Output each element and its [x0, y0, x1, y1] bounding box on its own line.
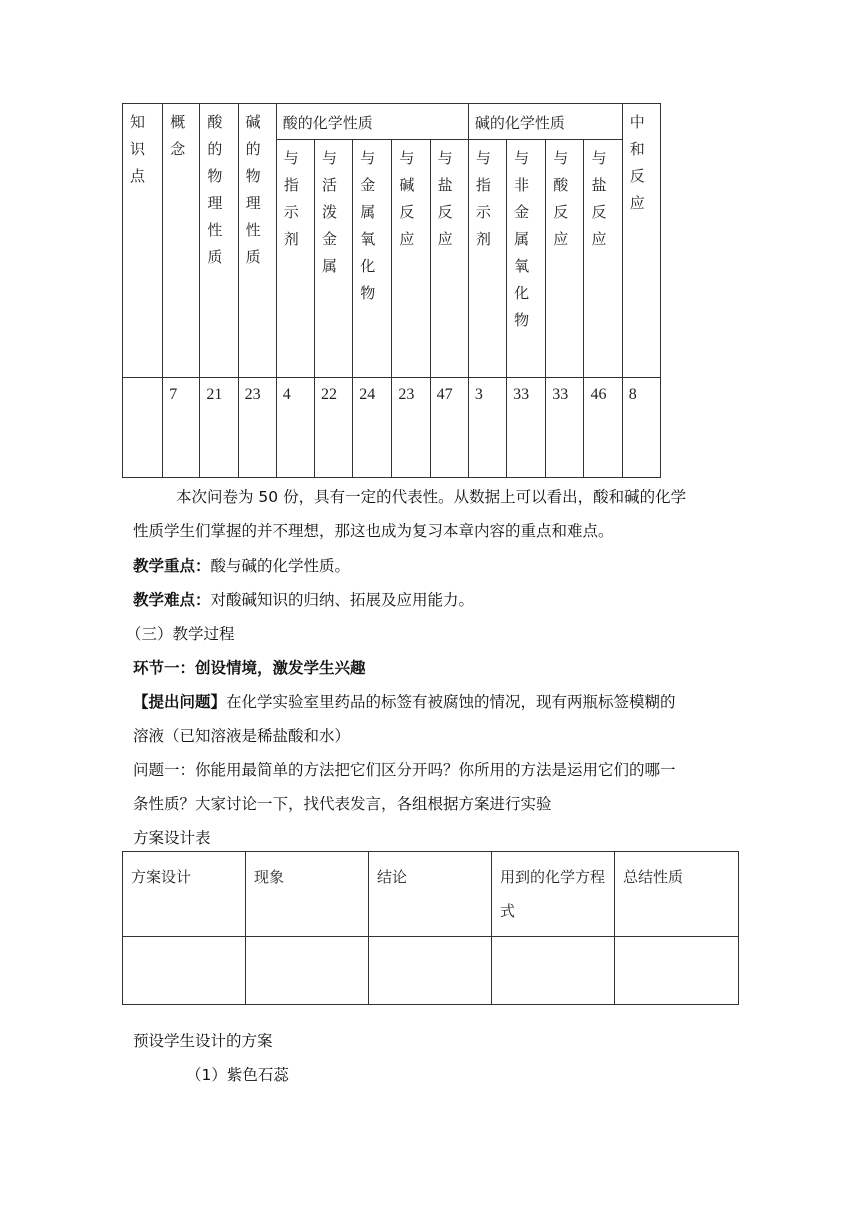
plan-header-conclusion: 结论 [369, 852, 492, 937]
question-label: 【提出问题】 [133, 693, 227, 711]
header-base-physical: 碱的物理性质 [238, 104, 276, 378]
plan-table-title: 方案设计表 [133, 829, 211, 847]
value-acid-indicator: 4 [276, 378, 314, 478]
plan-header-equation: 用到的化学方程式 [492, 852, 615, 937]
question-text: 在化学实验室里药品的标签有被腐蚀的情况，现有两瓶标签模糊的 [226, 693, 676, 711]
plan-item-1: （1）紫色石蕊 [186, 1066, 289, 1084]
header-acid-chemical: 酸的化学性质 [276, 104, 468, 140]
value-acid-base: 23 [392, 378, 430, 478]
question-intro-line-1 [133, 685, 676, 719]
value-acid-physical: 21 [200, 378, 238, 478]
plan-cell-conclusion[interactable] [369, 937, 492, 1005]
value-acid-metal-oxide: 24 [353, 378, 392, 478]
section-teaching-process: （三）教学过程 [126, 625, 235, 643]
question-one-line-2: 条性质？大家讨论一下，找代表发言，各组根据方案进行实验 [133, 795, 552, 813]
survey-summary-line-2: 性质学生们掌握的并不理想，那这也成为复习本章内容的重点和难点。 [133, 522, 614, 540]
value-base-nonmetal-oxide: 33 [507, 378, 546, 478]
value-acid-active-metal: 22 [315, 378, 353, 478]
subheader-acid-base: 与碱反应 [392, 140, 430, 378]
question-intro-line-2: 溶液（已知溶液是稀盐酸和水） [133, 727, 351, 745]
preset-plans-heading: 预设学生设计的方案 [133, 1032, 273, 1050]
header-knowledge-point: 知识点 [123, 104, 163, 378]
teaching-focus-text: 酸与碱的化学性质。 [210, 557, 351, 575]
plan-design-table [122, 851, 739, 1005]
header-concept: 概念 [163, 104, 200, 378]
plan-cell-design[interactable] [123, 937, 246, 1005]
plan-cell-phenomenon[interactable] [246, 937, 369, 1005]
subheader-base-nonmetal-oxide: 与非金属氧化物 [507, 140, 546, 378]
step-one-heading: 环节一：创设情境，激发学生兴趣 [133, 659, 366, 677]
subheader-acid-active-metal: 与活泼金属 [315, 140, 353, 378]
value-knowledge-point [123, 378, 163, 478]
subheader-acid-indicator: 与指示剂 [276, 140, 314, 378]
plan-header-design: 方案设计 [123, 852, 246, 937]
survey-table [122, 103, 661, 478]
subheader-base-salt: 与盐反应 [584, 140, 622, 378]
teaching-difficulty [133, 583, 474, 617]
plan-cell-summary[interactable] [615, 937, 739, 1005]
teaching-difficulty-label: 教学难点： [133, 591, 211, 609]
value-concept: 7 [163, 378, 200, 478]
subheader-base-indicator: 与指示剂 [468, 140, 506, 378]
value-base-indicator: 3 [468, 378, 506, 478]
subheader-acid-metal-oxide: 与金属氧化物 [353, 140, 392, 378]
plan-cell-equation[interactable] [492, 937, 615, 1005]
teaching-focus [133, 549, 350, 583]
survey-summary-line-1: 本次问卷为 50 份，具有一定的代表性。从数据上可以看出，酸和碱的化学 [176, 488, 687, 506]
value-neutralization: 8 [622, 378, 660, 478]
teaching-difficulty-text: 对酸碱知识的归纳、拓展及应用能力。 [210, 591, 475, 609]
value-base-acid: 33 [546, 378, 584, 478]
header-neutralization: 中和反应 [622, 104, 660, 378]
question-one-line-1: 问题一：你能用最简单的方法把它们区分开吗？你所用的方法是运用它们的哪一 [133, 761, 676, 779]
value-base-salt: 46 [584, 378, 622, 478]
header-acid-physical: 酸的物理性质 [200, 104, 238, 378]
teaching-focus-label: 教学重点： [133, 557, 211, 575]
plan-header-summary: 总结性质 [615, 852, 739, 937]
subheader-acid-salt: 与盐反应 [430, 140, 468, 378]
value-acid-salt: 47 [430, 378, 468, 478]
plan-header-phenomenon: 现象 [246, 852, 369, 937]
value-base-physical: 23 [238, 378, 276, 478]
header-base-chemical: 碱的化学性质 [468, 104, 622, 140]
subheader-base-acid: 与酸反应 [546, 140, 584, 378]
